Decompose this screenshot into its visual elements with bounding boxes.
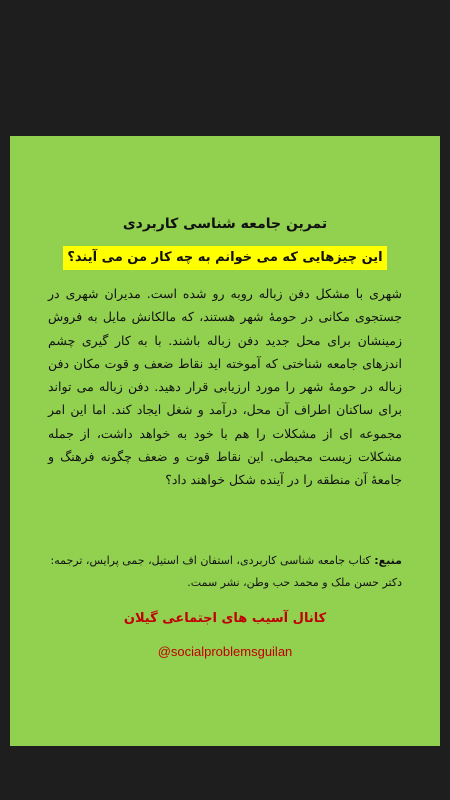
channel-handle: @socialproblemsguilan	[157, 644, 293, 659]
source-text: کتاب جامعه شناسی کاربردی، استفان اف استیل، جمی پرایس، ترجمه: دکتر حسن ملک و محمد حب وطن، نشر سمت.	[50, 554, 402, 589]
question-highlight: این چیزهایی که می خوانم به چه کار من می آیند؟	[63, 246, 386, 270]
post-card	[10, 136, 440, 746]
source-citation	[48, 550, 402, 594]
post-title: تمرین جامعه شناسی کاربردی	[122, 216, 328, 232]
source-label: منبع:	[374, 554, 402, 567]
post-body: شهری با مشکل دفن زباله روبه رو شده است. مدیران شهری در جستجوی مکانی در حومهٔ شهر هستند، که مالکانش مایل به فروش زمینشان برای محل جدید دفن زباله باشند. با به کار گیری چشم اندزهای جامعه شناختی که آموخته اید نقاط ضعف و قوت مکان دفن زباله در حومهٔ شهر را مورد ارزیابی قرار دهید. دفن زباله می تواند برای ساکنان اطراف آن محل، درآمد و شغل ایجاد کند. اما این امر مجموعه ای از مشکلات را هم با خود به خواهد داشت، از جمله مشکلات زیست محیطی. این نقاط قوت و ضعف چگونه فرهنگ و جامعهٔ آن منطقه را در آینده شکل خواهند داد؟	[48, 286, 402, 488]
channel-name: کانال آسیب های اجتماعی گیلان	[123, 611, 327, 626]
question-wrapper	[10, 246, 440, 270]
